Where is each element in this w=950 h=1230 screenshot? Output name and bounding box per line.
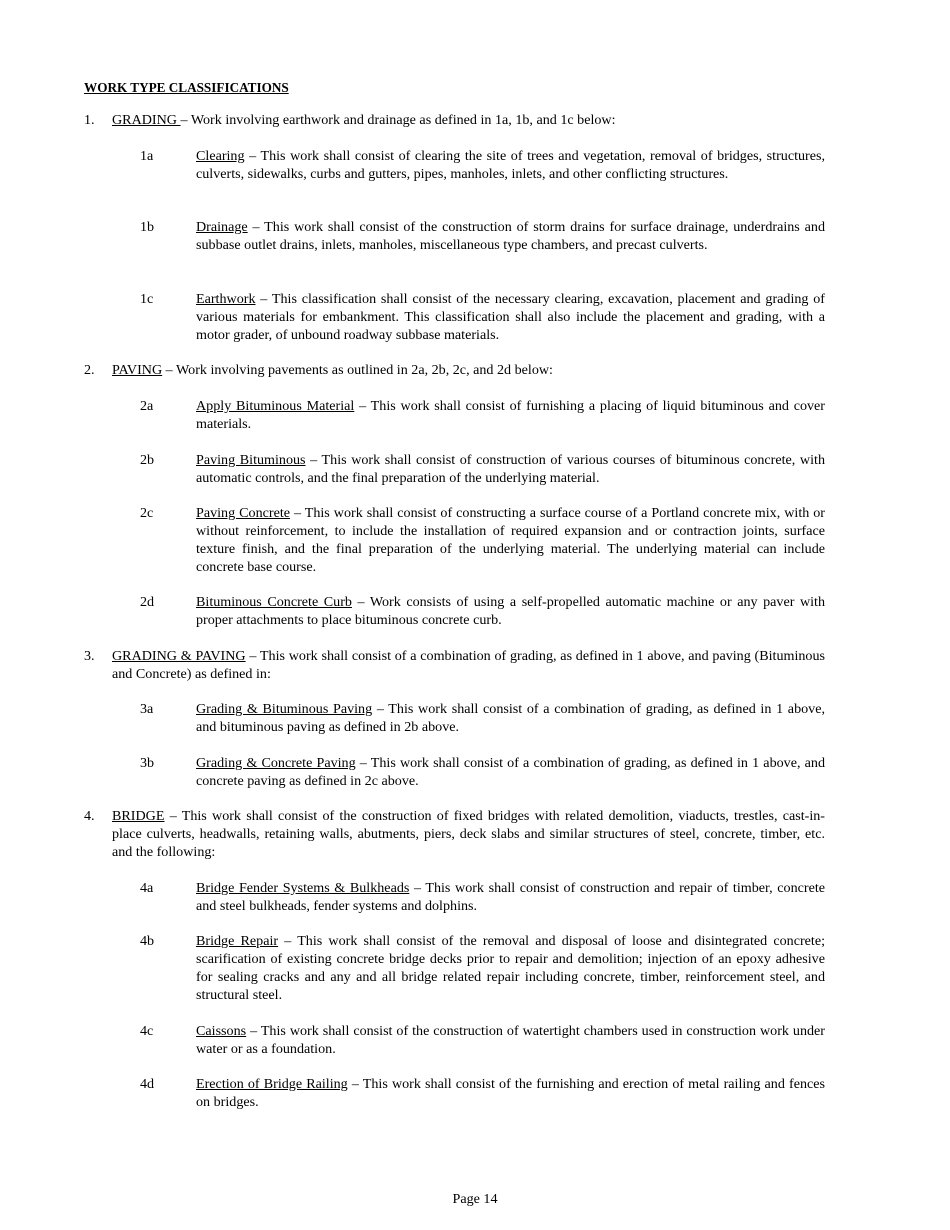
- subsection-description: – This work shall consist of the furnishing and erection of metal railing and fences on bridges.: [196, 1076, 825, 1110]
- subsection-heading: Erection of Bridge Railing: [196, 1076, 348, 1092]
- section-grading-and-paving: [84, 647, 825, 683]
- subsection-heading: Clearing: [196, 148, 245, 164]
- subsection-number: 1b: [140, 219, 155, 235]
- subsection-heading: Bridge Repair: [196, 933, 279, 949]
- subsection-number: 2a: [140, 398, 154, 414]
- subsection-3b: [140, 754, 825, 790]
- subsection-3a: [140, 700, 825, 736]
- subsection-description: – This work shall consist of a combination of grading, as defined in 1 above, and bituminous paving as defined in 2b above.: [196, 701, 825, 735]
- subsection-4d: [140, 1075, 825, 1111]
- subsection-heading: Apply Bituminous Material: [196, 398, 355, 414]
- subsection-description: – This work shall consist of furnishing a placing of liquid bituminous and cover materials.: [196, 398, 825, 432]
- section-number: 1.: [84, 112, 95, 128]
- subsection-number: 2d: [140, 594, 155, 610]
- subsection-description: – This work shall consist of constructing a surface course of a Portland concrete mix, with or without reinforcement, to include the installation of required expansion and or contraction joints, surface texture finish, and the final preparation of the underlying material. The underlying material can include concrete base course.: [196, 505, 825, 575]
- subsection-number: 1a: [140, 148, 154, 164]
- subsection-number: 4c: [140, 1023, 154, 1039]
- subsection-number: 4d: [140, 1076, 155, 1092]
- section-heading: GRADING & PAVING: [112, 648, 246, 664]
- subsection-description: – This work shall consist of the removal and disposal of loose and disintegrated concrete; scarification of existing concrete bridge decks prior to repair and demolition; injection of an epoxy adhesive for sealing cracks and any and all bridge related repair including concrete, timber, reinforcement steel, and structural steel.: [196, 933, 826, 1003]
- subsection-heading: Earthwork: [196, 291, 256, 307]
- subsection-heading: Bituminous Concrete Curb: [196, 594, 352, 610]
- section-description: – This work shall consist of a combination of grading, as defined in 1 above, and paving (Bituminous and Concrete) as defined in:: [112, 648, 825, 682]
- subsection-1c: [140, 290, 825, 344]
- section-paving: [84, 361, 825, 379]
- subsection-heading: Drainage: [196, 219, 248, 235]
- subsection-2b: [140, 451, 825, 487]
- section-heading: BRIDGE: [112, 808, 165, 824]
- subsection-4b: [140, 932, 825, 1004]
- subsection-2d: [140, 593, 825, 629]
- subsection-heading: Bridge Fender Systems & Bulkheads: [196, 880, 410, 896]
- subsection-description: – This work shall consist of clearing the site of trees and vegetation, removal of bridges, structures, culverts, sidewalks, curbs and gutters, pipes, manholes, inlets, and other conflicting structures.: [196, 148, 825, 182]
- subsection-heading: Caissons: [196, 1023, 247, 1039]
- subsection-heading: Grading & Bituminous Paving: [196, 701, 373, 717]
- subsection-number: 1c: [140, 291, 154, 307]
- section-number: 4.: [84, 808, 95, 824]
- subsection-4c: [140, 1022, 825, 1058]
- subsection-description: – This work shall consist of the construction of watertight chambers used in construction work under water or as a foundation.: [196, 1023, 825, 1057]
- section-description: – Work involving pavements as outlined in 2a, 2b, 2c, and 2d below:: [162, 362, 553, 378]
- subsection-1a: [140, 147, 825, 183]
- subsection-description: – This work shall consist of construction and repair of timber, concrete and steel bulkheads, fender systems and dolphins.: [196, 880, 825, 914]
- subsection-number: 4a: [140, 880, 154, 896]
- subsection-2a: [140, 397, 825, 433]
- subsection-heading: Paving Bituminous: [196, 452, 306, 468]
- subsection-number: 3b: [140, 755, 155, 771]
- subsection-description: – Work consists of using a self-propelled automatic machine or any paver with proper attachments to place bituminous concrete curb.: [196, 594, 825, 628]
- subsection-number: 2c: [140, 505, 154, 521]
- document-title: WORK TYPE CLASSIFICATIONS: [84, 80, 289, 95]
- section-number: 2.: [84, 362, 95, 378]
- subsection-description: – This work shall consist of construction of various courses of bituminous concrete, with automatic controls, and the final preparation of the underlying material.: [196, 452, 825, 486]
- subsection-description: – This work shall consist of a combination of grading, as defined in 1 above, and concrete paving as defined in 2c above.: [196, 755, 825, 789]
- subsection-heading: Grading & Concrete Paving: [196, 755, 356, 771]
- subsection-2c: [140, 504, 825, 576]
- section-heading: PAVING: [112, 362, 163, 378]
- subsection-heading: Paving Concrete: [196, 505, 290, 521]
- section-number: 3.: [84, 648, 95, 664]
- section-heading: GRADING: [112, 112, 181, 128]
- section-grading: [84, 111, 825, 129]
- page-number: Page 14: [452, 1191, 498, 1207]
- subsection-description: – This work shall consist of the construction of storm drains for surface drainage, underdrains and subbase outlet drains, inlets, manholes, miscellaneous type chambers, and precast culverts.: [196, 219, 825, 253]
- section-bridge: [84, 807, 825, 861]
- subsection-description: – This classification shall consist of the necessary clearing, excavation, placement and grading of various materials for embankment. This classification shall also include the placement and grading, with a motor grader, of unbound roadway subbase materials.: [196, 291, 825, 343]
- section-description: – This work shall consist of the construction of fixed bridges with related demolition, viaducts, trestles, cast-in-place culverts, headwalls, retaining walls, abutments, piers, deck slabs and similar structures of steel, concrete, timber, etc. and the following:: [112, 808, 825, 860]
- subsection-4a: [140, 879, 825, 915]
- subsection-number: 3a: [140, 701, 154, 717]
- subsection-number: 4b: [140, 933, 155, 949]
- subsection-number: 2b: [140, 452, 155, 468]
- section-description: – Work involving earthwork and drainage as defined in 1a, 1b, and 1c below:: [180, 112, 616, 128]
- subsection-1b: [140, 218, 825, 254]
